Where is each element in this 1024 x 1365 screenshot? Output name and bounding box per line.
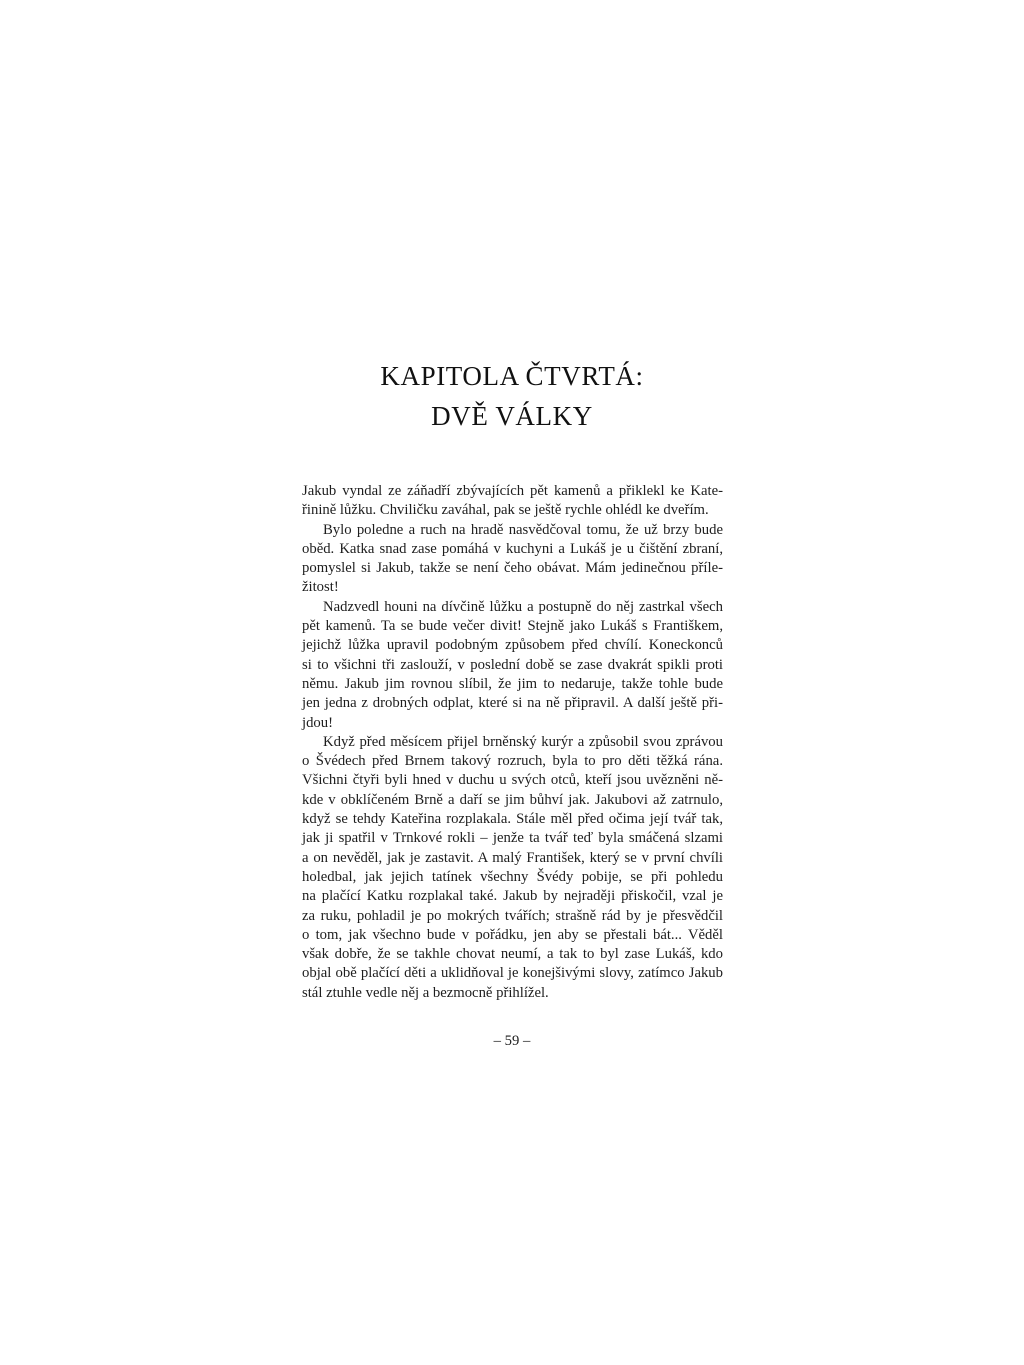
text-line: jen jedna z drobných odplat, které si na ně připravil. A další ještě při- [302,695,723,712]
text-line: Nadzvedl houni na dívčině lůžku a postupně do něj zastrkal všech [323,598,723,615]
text-line: o tom, jak všechno bude v pořádku, jen aby se přestali bát... Věděl [302,926,723,943]
text-line: Bylo poledne a ruch na hradě nasvědčoval tomu, že už brzy bude [323,521,723,538]
body-text [302,482,723,1003]
text-line: Když před měsícem přijel brněnský kurýr a způsobil svou zprávou [323,733,723,750]
text-line: němu. Jakub jim rovnou slíbil, že jim to nedaruje, takže tohle bude [302,675,723,692]
text-line: jdou! [302,714,334,731]
text-line: Jakub vyndal ze záňadří zbývajících pět kamenů a přiklekl ke Kate- [302,483,723,499]
paragraph [302,733,723,1003]
text-line: když se tehdy Kateřina rozplakala. Stále měl před očima její tvář tak, [302,811,723,828]
text-line: však dobře, že se takhle chovat neumí, a tak to byl zase Lukáš, kdo [302,946,723,963]
paragraph [302,521,723,598]
paragraph [302,598,723,733]
text-line: oběd. Katka snad zase pomáhá v kuchyni a Lukáš je u čištění zbraní, [302,540,723,557]
page-number: – 59 – [493,1033,531,1049]
chapter-heading [0,356,1024,436]
text-line: za ruku, pohladil je po mokrých tvářích; strašně rád by je přesvědčil [302,907,723,924]
text-line: pomyslel si Jakub, takže se není čeho obávat. Mám jedinečnou příle- [302,560,723,577]
text-line: na plačící Katku rozplakal také. Jakub by nejraději přiskočil, vzal je [302,888,723,905]
text-line: pět kamenů. Ta se bude večer divit! Stejně jako Lukáš s Františkem, [302,618,723,635]
text-line: řinině lůžku. Chviličku zaváhal, pak se ještě rychle ohlédl ke dveřím. [302,502,709,519]
chapter-subtitle: DVĚ VÁLKY [431,401,593,431]
paragraph [302,482,723,521]
text-line: kde v obklíčeném Brně a daří se jim bůhví jak. Jakubovi až zatrnulo, [302,791,723,808]
text-line: holedbal, jak jejich tatínek všechny Švédy pobije, se při pohledu [302,868,723,885]
text-line: žitost! [302,579,339,596]
text-line: si to všichni tři zaslouží, v poslední době se zase dvakrát spikli proti [302,656,723,673]
text-line: jejichž lůžka upravil podobným způsobem před chvílí. Koneckonců [302,637,723,654]
text-line: stál ztuhle vedle něj a bezmocně přihlížel. [302,984,549,1001]
text-line: jak ji spatřil v Trnkové rokli – jenže ta tvář teď byla smáčená slzami [302,830,723,847]
text-line: a on nevěděl, jak je zastavit. A malý František, který se v první chvíli [302,849,723,866]
text-line: Všichni čtyři byli hned v duchu u svých otců, kteří jsou uvězněni ně- [302,772,723,789]
text-line: objal obě plačící děti a uklidňoval je konejšivými slovy, zatímco Jakub [302,965,723,982]
text-line: o Švédech před Brnem takový rozruch, byla to pro děti těžká rána. [302,753,723,770]
chapter-title: KAPITOLA ČTVRTÁ: [380,361,644,391]
